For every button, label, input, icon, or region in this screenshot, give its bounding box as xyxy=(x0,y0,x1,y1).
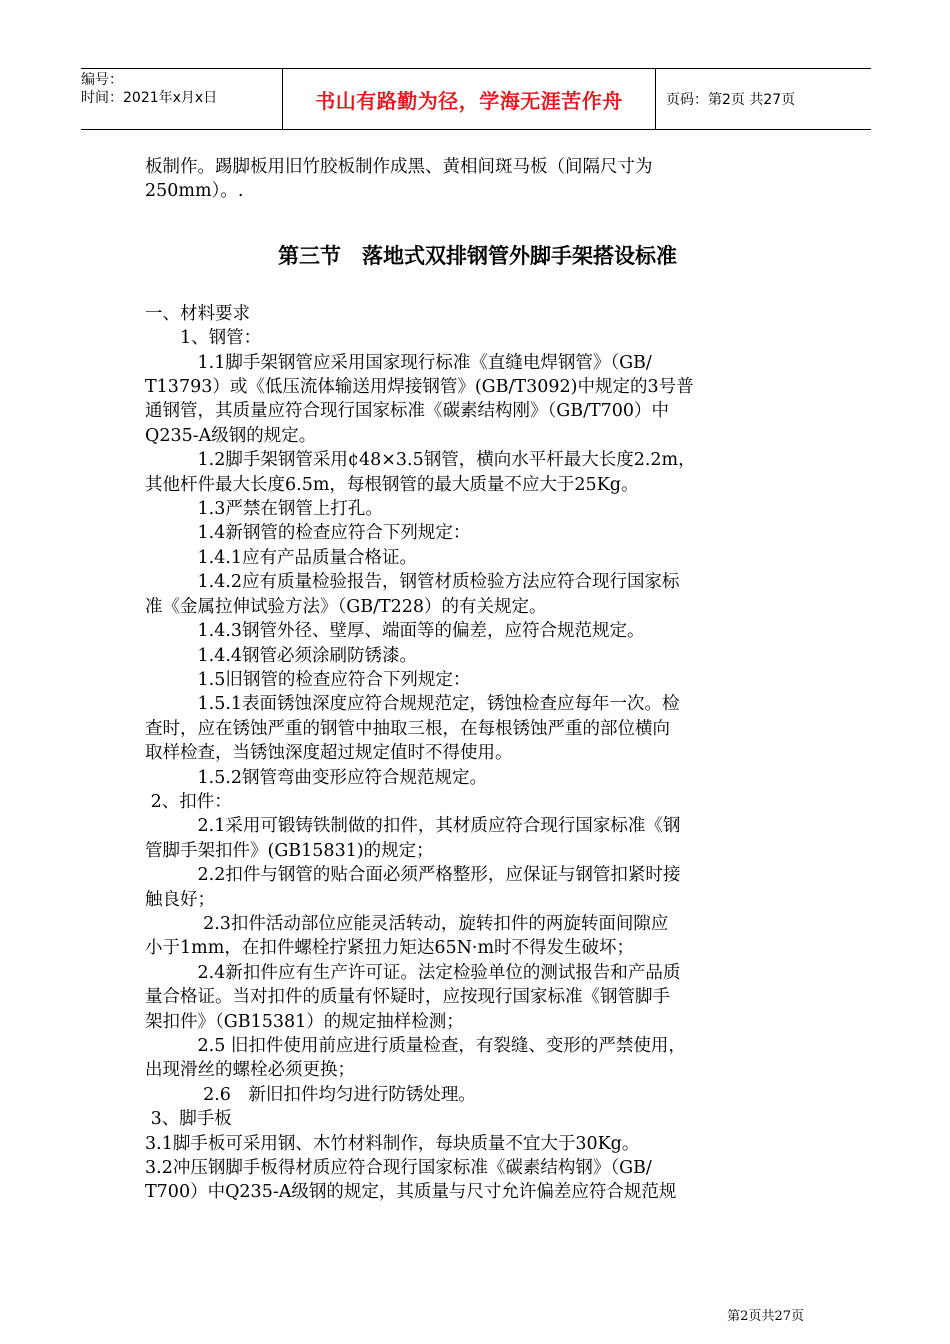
body-line: T13793）或《低压流体输送用焊接钢管》(GB/T3092)中规定的3号普 xyxy=(145,377,694,398)
header-page-label: 页码：第2页 共27页 xyxy=(666,92,796,108)
body-line: 通钢管，其质量应符合现行国家标准《碳素结构刚》（GB/T700）中 xyxy=(145,401,670,422)
body-line: 2.3扣件活动部位应能灵活转动，旋转扣件的两旋转面间隙应 xyxy=(145,913,669,934)
body-line: 2.1采用可锻铸铁制做的扣件，其材质应符合现行国家标准《钢 xyxy=(145,816,681,837)
body-line: 管脚手架扣件》(GB15831)的规定； xyxy=(145,840,434,861)
body-line: 1.4.4钢管必须涂刷防锈漆。 xyxy=(145,645,418,666)
page-footer: 第2页共27页 xyxy=(727,1309,804,1324)
body-line: 出现滑丝的螺栓必须更换； xyxy=(145,1060,355,1081)
body-line: 3.1脚手板可采用钢、木竹材料制作，每块质量不宜大于30Kg。 xyxy=(145,1133,640,1154)
body-line: 查时，应在锈蚀严重的钢管中抽取三根，在每根锈蚀严重的部位横向 xyxy=(145,718,670,739)
section-title: 第三节 落地式双排钢管外脚手架搭设标准 xyxy=(278,243,677,268)
intro-line: 250mm）。. xyxy=(145,181,244,202)
document-number-label: 编号： xyxy=(81,72,123,88)
body-line: 取样检查，当锈蚀深度超过规定值时不得使用。 xyxy=(145,743,513,764)
document-time-label: 时间：2021年x月x日 xyxy=(81,90,218,106)
body-line: 1.3严禁在钢管上打孔。 xyxy=(145,499,383,520)
header-motto: 书山有路勤为径，学海无涯苦作舟 xyxy=(315,88,623,113)
body-line: 3、脚手板 xyxy=(145,1109,232,1130)
body-lines xyxy=(145,302,810,1205)
intro-line: 板制作。踢脚板用旧竹胶板制作成黑、黄相间斑马板（间隔尺寸为 xyxy=(145,157,653,177)
body-line: 2.5 旧扣件使用前应进行质量检查，有裂缝、变形的严禁使用， xyxy=(145,1036,686,1056)
document-body xyxy=(145,155,810,1205)
body-line: 1.5.2钢管弯曲变形应符合规范规定。 xyxy=(145,767,488,788)
body-line: 1.4.2应有质量检验报告，钢管材质检验方法应符合现行国家标 xyxy=(145,572,680,593)
header-motto-cell xyxy=(282,69,656,129)
body-line: 小于1mm，在扣件螺栓拧紧扭力矩达65N·m时不得发生破坏； xyxy=(145,938,635,959)
body-line: 一、材料要求 xyxy=(145,303,250,324)
body-line: 1、钢管： xyxy=(145,328,262,349)
body-line: 1.4新钢管的检查应符合下列规定： xyxy=(145,523,471,544)
body-line: 其他杆件最大长度6.5m，每根钢管的最大质量不应大于25Kg。 xyxy=(145,474,639,495)
body-line: Q235-A级钢的规定。 xyxy=(145,425,317,446)
body-line: 量合格证。当对扣件的质量有怀疑时，应按现行国家标准《钢管脚手 xyxy=(145,987,670,1008)
body-line: 2.6 新旧扣件均匀进行防锈处理。 xyxy=(145,1084,476,1105)
body-line: 1.5.1表面锈蚀深度应符合规规范定，锈蚀检查应每年一次。检 xyxy=(145,694,680,715)
header-meta xyxy=(81,69,282,129)
body-line: 1.1脚手架钢管应采用国家现行标准《直缝电焊钢管》（GB/ xyxy=(145,352,652,373)
body-line: 1.2脚手架钢管采用¢48×3.5钢管，横向水平杆最大长度2.2m， xyxy=(145,450,696,471)
body-line: 触良好； xyxy=(145,889,215,910)
body-line: 3.2冲压钢脚手板得材质应符合现行国家标准《碳素结构钢》（GB/ xyxy=(145,1158,652,1179)
body-line: 2.2扣件与钢管的贴合面必须严格整形，应保证与钢管扣紧时接 xyxy=(145,865,681,886)
body-line: 架扣件》（GB15381）的规定抽样检测； xyxy=(145,1011,464,1032)
page-header xyxy=(81,68,871,130)
body-line: T700）中Q235-A级钢的规定，其质量与尺寸允许偏差应符合规范规 xyxy=(145,1182,677,1203)
body-line: 2、扣件： xyxy=(145,791,232,812)
header-page-cell xyxy=(656,69,871,129)
body-line: 1.5旧钢管的检查应符合下列规定： xyxy=(145,669,471,690)
body-line: 准《金属拉伸试验方法》（GB/T228）的有关规定。 xyxy=(145,596,547,617)
body-line: 1.4.1应有产品质量合格证。 xyxy=(145,547,418,568)
body-line: 1.4.3钢管外径、壁厚、端面等的偏差，应符合规范规定。 xyxy=(145,621,645,642)
body-line: 2.4新扣件应有生产许可证。法定检验单位的测试报告和产品质 xyxy=(145,962,681,983)
